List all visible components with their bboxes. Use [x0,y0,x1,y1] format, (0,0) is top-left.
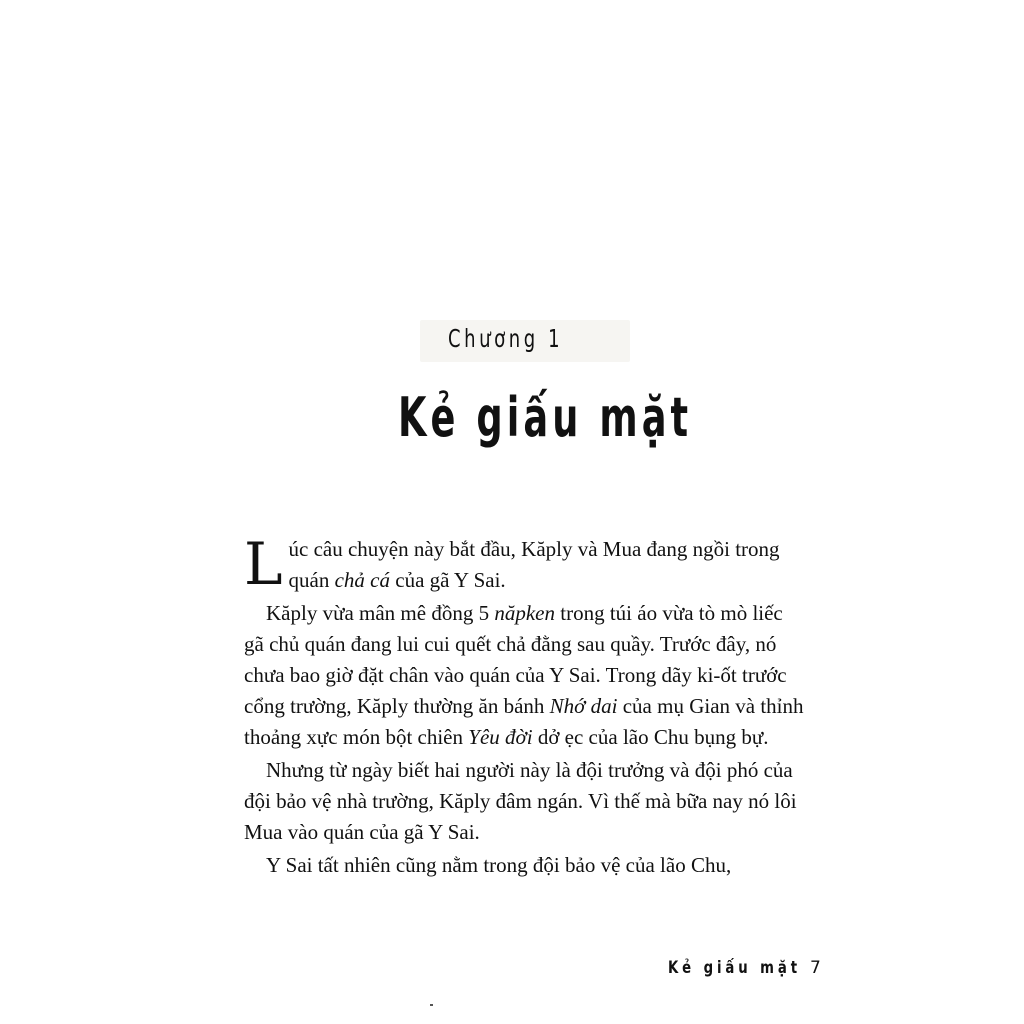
paragraph [244,598,804,753]
paragraph [244,755,804,848]
text-run: Kăply vừa mân mê đồng 5 [266,601,495,625]
text-run: Y Sai tất nhiên cũng nằm trong đội bảo vệ của lão Chu, [266,853,732,877]
chapter-title: Kẻ giấu mặt [398,386,693,449]
italic-run: năpken [494,601,555,625]
chapter-label: Chương 1 [448,324,564,353]
drop-cap: L [244,530,283,598]
text-run: Nhưng từ ngày biết hai người này là đội trưởng và đội phó của đội bảo vệ nhà trường, Kăply đâm ngán. Vì thế mà bữa nay nó lôi Mua vào quán của gã Y Sai. [244,758,797,844]
text-run: úc câu chuyện này bắt đầu, Kăply và Mua đang ngồi trong quán [288,537,780,592]
paragraph [244,850,804,881]
italic-run: Nhớ dai [549,694,618,718]
text-run: trong túi áo vừa tò mò liếc gã chủ quán đang lui cui quết chả đằng sau quầy. Trước đây, nó chưa bao giờ đặt chân vào quán của Y Sai. Trong dãy ki-ốt trước cổng trường, Kăply thường ăn bánh [244,601,787,718]
page-number: 7 [810,958,821,978]
running-footer-title: Kẻ giấu mặt [668,958,801,978]
scan-speck [430,1004,433,1006]
text-run: của mụ Gian và thỉnh thoảng xực món bột chiên [244,694,804,749]
text-run: dở ẹc của lão Chu bụng bự. [532,725,769,749]
text-run: của gã Y Sai. [390,568,506,592]
paragraph [244,530,804,598]
italic-run: chả cá [334,568,390,592]
body-text [244,530,804,881]
italic-run: Yêu đời [468,725,533,749]
